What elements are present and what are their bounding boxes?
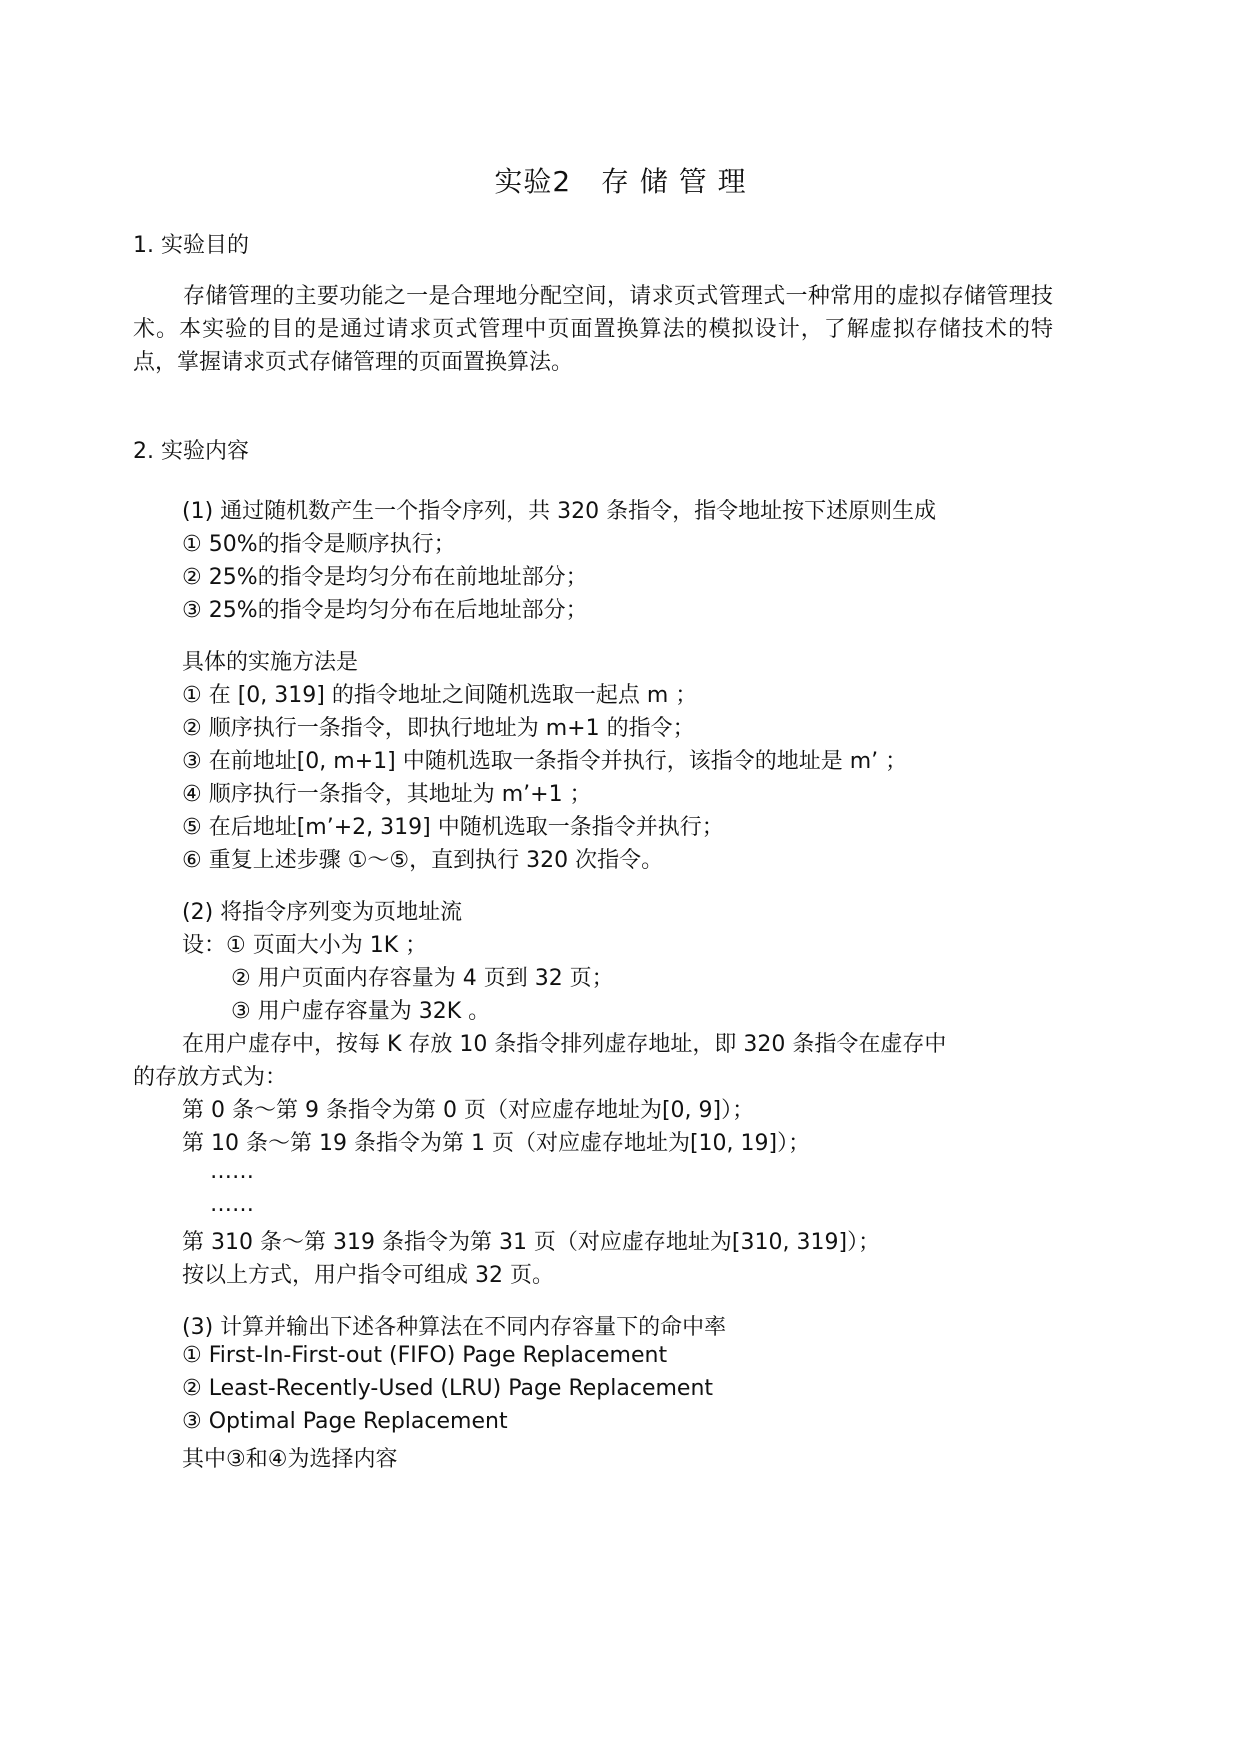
setup-item: 设：① 页面大小为 1K ； [182, 933, 428, 958]
step-item: ① 在 [0, 319] 的指令地址之间随机选取一起点 m ； [182, 683, 698, 708]
section-2-heading: 2. 实验内容 [133, 439, 249, 464]
page-title: 实验2 存 储 管 理 [494, 165, 747, 198]
ellipsis: …… [210, 1192, 254, 1217]
algorithm-item: ① First-In-First-out (FIFO) Page Replacement [182, 1343, 668, 1368]
part-2-intro: (2) 将指令序列变为页地址流 [182, 900, 463, 925]
step-item: ④ 顺序执行一条指令，其地址为 m’+1 ； [182, 782, 592, 807]
algorithm-item: ③ Optimal Page Replacement [182, 1409, 508, 1434]
step-item: ⑤ 在后地址[m’+2, 319] 中随机选取一条指令并执行； [182, 815, 724, 840]
step-item: ② 顺序执行一条指令，即执行地址为 m+1 的指令； [182, 716, 695, 741]
setup-item: ② 用户页面内存容量为 4 页到 32 页； [231, 966, 614, 991]
ellipsis: …… [210, 1159, 254, 1184]
part-1-intro: (1) 通过随机数产生一个指令序列，共 320 条指令，指令地址按下述原则生成 [182, 499, 937, 524]
storage-description-cont: 的存放方式为： [133, 1065, 288, 1090]
page-mapping: 第 10 条～第 19 条指令为第 1 页（对应虚存地址为[10, 19]）； [182, 1131, 811, 1156]
setup-item: ③ 用户虚存容量为 32K 。 [231, 999, 491, 1024]
storage-description: 在用户虚存中，按每 K 存放 10 条指令排列虚存地址，即 320 条指令在虚存中 [182, 1032, 947, 1057]
page-mapping: 第 0 条～第 9 条指令为第 0 页（对应虚存地址为[0, 9]）； [182, 1098, 755, 1123]
page-mapping: 第 310 条～第 319 条指令为第 31 页（对应虚存地址为[310, 319]）； [182, 1230, 881, 1255]
part-3-note: 其中③和④为选择内容 [182, 1447, 398, 1472]
rule-item: ② 25%的指令是均匀分布在前地址部分； [182, 565, 588, 590]
step-item: ⑥ 重复上述步骤 ①～⑤，直到执行 320 次指令。 [182, 848, 664, 873]
part-2-conclusion: 按以上方式，用户指令可组成 32 页。 [182, 1263, 554, 1288]
section-1-paragraph: 存储管理的主要功能之一是合理地分配空间，请求页式管理式一种常用的虚拟存储管理技术。本实验的目的是通过请求页式管理中页面置换算法的模拟设计，了解虚拟存储技术的特点，掌握请求页式存储管理的页面置换算法。 [133, 284, 1053, 375]
rule-item: ③ 25%的指令是均匀分布在后地址部分； [182, 598, 588, 623]
step-item: ③ 在前地址[0, m+1] 中随机选取一条指令并执行，该指令的地址是 m’ ； [182, 749, 908, 774]
algorithm-item: ② Least-Recently-Used (LRU) Page Replacement [182, 1376, 714, 1401]
method-title: 具体的实施方法是 [182, 650, 359, 675]
part-3-intro: (3) 计算并输出下述各种算法在不同内存容量下的命中率 [182, 1315, 727, 1340]
rule-item: ① 50%的指令是顺序执行； [182, 532, 456, 557]
section-1-heading: 1. 实验目的 [133, 233, 249, 258]
